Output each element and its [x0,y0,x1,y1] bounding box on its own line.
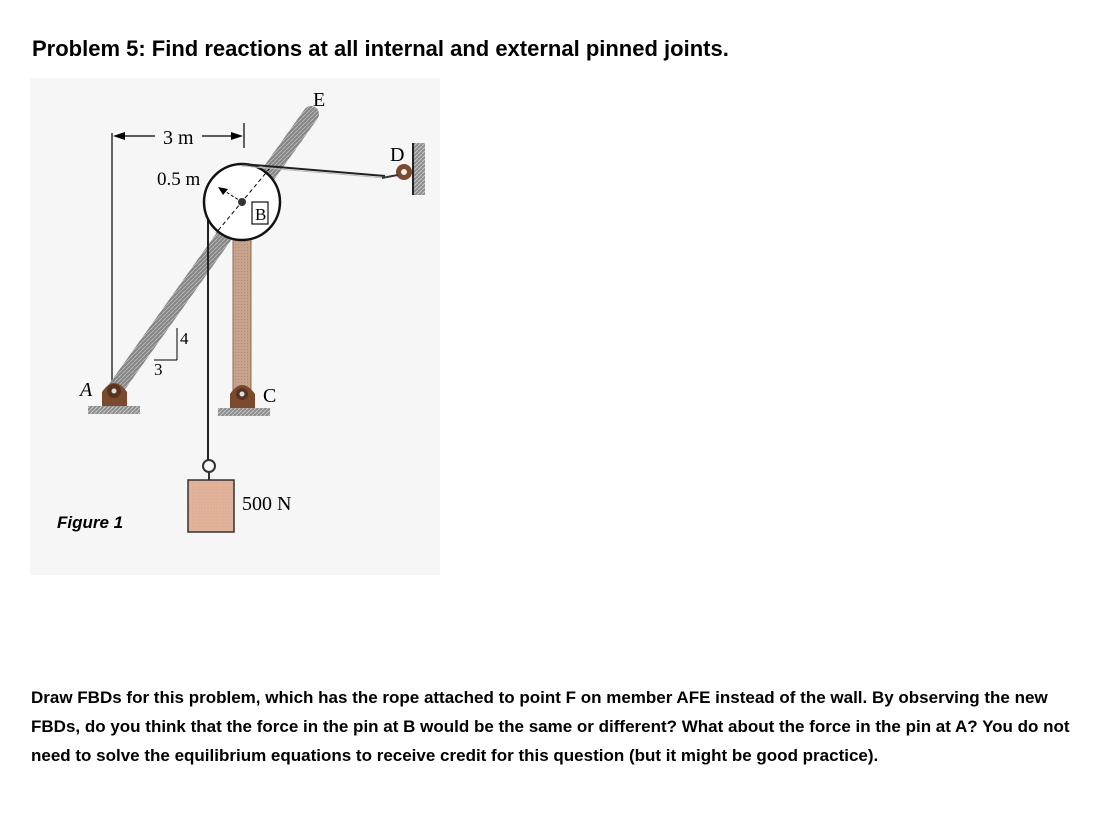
label-b: B [255,205,267,224]
figure-caption: Figure 1 [57,513,124,532]
load-label: 500 N [242,493,292,515]
dim-3m-label: 3 m [163,127,194,149]
problem-figure [30,78,442,578]
label-c: C [263,385,277,407]
slope-run-label: 3 [154,360,163,379]
problem-title: Problem 5: Find reactions at all internal and external pinned joints. [32,36,729,61]
radius-label: 0.5 m [157,169,201,190]
pulley [204,164,280,240]
label-a: A [80,379,93,401]
question-text: Draw FBDs for this problem, which has the rope attached to point F on member AFE instead of the wall. By observing the new FBDs, do you think that the force in the pin at B would be the same or different? What about the force in the pin at A? You do not need to solve the equilibrium equations to receive credit for this question (but it might be good practice). [31,688,1070,765]
label-e: E [313,89,326,111]
label-d: D [390,144,405,166]
slope-rise-label: 4 [180,329,189,348]
